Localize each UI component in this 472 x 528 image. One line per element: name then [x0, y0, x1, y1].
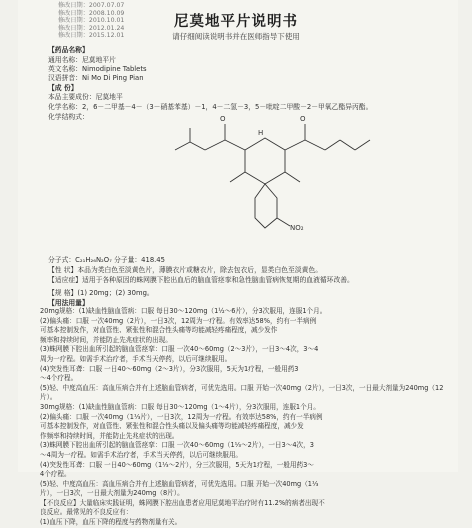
generic-name: 通用名称：尼莫地平片: [48, 56, 116, 64]
svg-text:NO₂: NO₂: [290, 224, 304, 232]
usage-line: (5)轻、中度高血压：高血压病合并有上述脑血管病者，可优先选用。口服 开始一次40mg（2片），一日3次，一日最大剂量为240mg（12片）。: [40, 383, 444, 402]
main-ingredient: 本品主要成份：尼莫地平: [48, 93, 123, 101]
svg-text:H: H: [258, 129, 264, 137]
specification-text: 【规 格】(1) 20mg；(2) 30mg。: [48, 289, 154, 297]
structure-label: 化学结构式：: [48, 113, 89, 121]
section-heading-name: 【药品名称】: [48, 46, 89, 54]
usage-body: [40, 307, 450, 528]
section-heading-usage: 【用法用量】: [48, 299, 89, 307]
revision-date: 修改日期：2008.10.09: [58, 9, 125, 17]
usage-line: 作频率和持续时间，并能防止先兆症状的出现。: [40, 431, 179, 440]
usage-line: (2)偏头痛：口服 一次40mg（2片），一日3次，12周为一疗程。有效率达58%，约有一半病例: [40, 316, 317, 325]
usage-line: 片），一日3次，一日最大剂量为240mg（8片）。: [40, 489, 184, 498]
revision-date: 修改日期：2012.01.24: [58, 24, 125, 32]
usage-line: 可基本控制发作，对血管性、紧张性和混合性头痛以及偏头痛等均能减轻疼痛程度，减少发: [40, 422, 304, 431]
chemical-structure-diagram: [150, 110, 380, 250]
description-text: 【性 状】本品为类白色至淡黄色片，薄膜衣片或糖衣片，除去包衣后，显类白色至淡黄色。: [48, 266, 323, 274]
revision-date: 修改日期：2007.07.07: [58, 2, 125, 9]
svg-text:O: O: [300, 115, 306, 123]
revision-date: 修改日期：2010.10.01: [58, 17, 125, 25]
usage-line: 良反应。最常见的不良反应有：: [40, 508, 133, 517]
pinyin-name: 汉语拼音：Ni Mo Di Ping Pian: [48, 74, 144, 82]
usage-line: 20mg规格：(1)缺血性脑血管病：口服 每日30～120mg（1½～6片），分3次服用，连服1个月。: [40, 307, 327, 315]
usage-line: (4)突发性耳聋：口服 一日40～60mg（2～3片），分3次服用，5天为1疗程，一般用药3: [40, 364, 299, 373]
molecular-formula: 分子式：C₂₁H₂₆N₂O₇ 分子量：418.45: [48, 256, 165, 264]
usage-line: ～4个疗程。: [40, 374, 78, 383]
usage-line: (1)血压下降，血压下降的程度与药物剂量有关。: [40, 518, 182, 527]
usage-line: (4)突发性耳聋：口服 一日40～60mg（1⅓～2片），分三次服用，5天为1疗程，一般用药3～: [40, 460, 314, 469]
document-subtitle: 请仔细阅读说明书并在医师指导下使用: [172, 32, 300, 41]
usage-line: (3)蛛网膜下腔出血所引起的脑血管痉挛：口服 一次40～60mg（1⅓～2片），一日3～4次，3: [40, 441, 314, 450]
document-title: 尼莫地平片说明书: [174, 14, 298, 30]
usage-line: 4个疗程。: [40, 470, 71, 479]
usage-line: 30mg规格：(1)缺血性脑血管病：口服 每日30～120mg（1～4片），分3次服用，连服1个月。: [40, 402, 320, 411]
usage-line: 周为一疗程。如需手术治疗者，手术当天停药，以后可继续服用。: [40, 354, 232, 363]
usage-line: 频率和持续时间，并能防止先兆症状的出现。: [40, 335, 172, 344]
indications-text: 【适应症】适用于各种原因的蛛网膜下腔出血后的脑血管痉挛和急性脑血管病恢复期的血液循环改善。: [48, 276, 354, 284]
english-name: 英文名称：Nimodipine Tablets: [48, 65, 147, 73]
usage-line: 【不良反应】大量临床实践证明，蛛网膜下腔出血患者应用尼莫地平治疗时有11.2%的病者出现不: [40, 498, 325, 507]
usage-line: (2)偏头痛：口服 一次40mg（1⅓片），一日3次，12周为一疗程。有效率达58%，约有一半病例: [40, 412, 323, 421]
section-heading-ingredient: 【成 份】: [48, 84, 78, 92]
usage-line: (5)轻、中度高血压：高血压病合并有上述脑血管病者，可优先选用。口服 开始一次40mg（1⅓: [40, 479, 319, 488]
revision-date: 修改日期：2015.12.01: [58, 32, 125, 40]
usage-line: ～4周为一疗程。如需手术治疗者，手术当天停药，以后可继续服用。: [40, 450, 243, 459]
usage-line: 可基本控制发作，对血管性、紧张性和混合性头痛等均能减轻疼痛程度，减少发作: [40, 326, 278, 335]
svg-text:O: O: [220, 115, 226, 123]
chemical-name: 化学名称：2，6－二甲基－4－（3－硝基苯基）－1，4－二氢－3，5－吡啶二甲酸－2－甲氧乙酯异丙酯。: [48, 103, 373, 111]
usage-line: (3)蛛网膜下腔出血所引起的脑血管痉挛：口服 一次40～60mg（2～3片），一日3～4次，3～4: [40, 345, 319, 354]
